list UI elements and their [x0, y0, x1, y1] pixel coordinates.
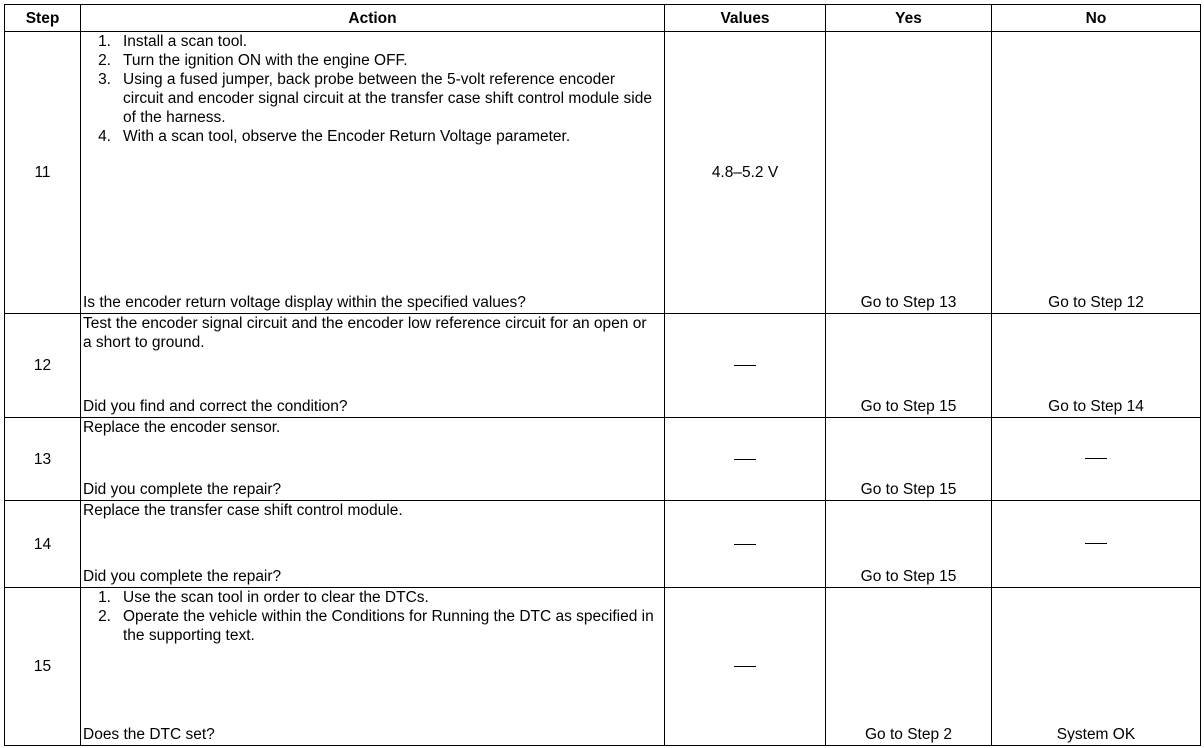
step-number: 14: [5, 501, 81, 588]
no-cell: Go to Step 14: [992, 314, 1201, 418]
action-cell: [81, 32, 665, 314]
table-row-step-14: [5, 501, 1201, 588]
yes-cell: Go to Step 15: [826, 501, 992, 588]
action-cell: [81, 501, 665, 588]
action-cell: [81, 418, 665, 501]
action-question: Did you complete the repair?: [83, 568, 282, 585]
header-step: Step: [5, 5, 81, 32]
action-question: Did you complete the repair?: [83, 481, 282, 498]
action-instruction: Test the encoder signal circuit and the encoder low reference circuit for an open or a short to ground.: [83, 315, 647, 351]
action-step: [83, 588, 656, 607]
step-index: 2.: [98, 608, 111, 625]
yes-cell: Go to Step 15: [826, 314, 992, 418]
step-text: Install a scan tool.: [123, 33, 248, 50]
step-text: Use the scan tool in order to clear the DTCs.: [123, 589, 429, 606]
values-cell: [665, 501, 826, 588]
values-cell: [665, 314, 826, 418]
step-number: 12: [5, 314, 81, 418]
dash-mark: [734, 544, 756, 545]
yes-cell: Go to Step 15: [826, 418, 992, 501]
table-row-step-11: [5, 32, 1201, 314]
action-steps-list: [83, 588, 656, 645]
step-text: Operate the vehicle within the Conditions for Running the DTC as specified in the supporting text.: [123, 608, 654, 644]
no-cell: Go to Step 12: [992, 32, 1201, 314]
no-cell: [992, 501, 1201, 588]
action-step: [83, 51, 656, 70]
step-text: With a scan tool, observe the Encoder Return Voltage parameter.: [123, 128, 571, 145]
values-cell: [665, 418, 826, 501]
header-no: No: [992, 5, 1201, 32]
yes-cell: Go to Step 2: [826, 588, 992, 746]
header-action: Action: [81, 5, 665, 32]
step-text: Turn the ignition ON with the engine OFF.: [123, 52, 408, 69]
action-instruction: Replace the transfer case shift control module.: [83, 502, 403, 519]
dash-mark: [734, 666, 756, 667]
step-number: 13: [5, 418, 81, 501]
values-cell: 4.8–5.2 V: [665, 32, 826, 314]
no-cell: [992, 418, 1201, 501]
action-question: Does the DTC set?: [83, 726, 215, 743]
step-index: 4.: [98, 128, 111, 145]
action-question: Did you find and correct the condition?: [83, 398, 348, 415]
table-row-step-13: [5, 418, 1201, 501]
action-instruction: Replace the encoder sensor.: [83, 419, 281, 436]
action-step: [83, 70, 656, 127]
diagnostic-table: [4, 4, 1201, 746]
header-row: [5, 5, 1201, 32]
yes-cell: Go to Step 13: [826, 32, 992, 314]
action-cell: [81, 588, 665, 746]
dash-mark: [1085, 458, 1107, 459]
dash-mark: [734, 459, 756, 460]
step-index: 1.: [98, 33, 111, 50]
values-cell: [665, 588, 826, 746]
step-number: 11: [5, 32, 81, 314]
action-step: [83, 607, 656, 645]
table-row-step-15: [5, 588, 1201, 746]
action-step: [83, 32, 656, 51]
step-index: 2.: [98, 52, 111, 69]
action-cell: [81, 314, 665, 418]
table-row-step-12: [5, 314, 1201, 418]
header-values: Values: [665, 5, 826, 32]
step-index: 3.: [98, 71, 111, 88]
no-cell: System OK: [992, 588, 1201, 746]
step-text: Using a fused jumper, back probe between the 5-volt reference encoder circuit and encoder signal circuit at the transfer case shift control module side of the harness.: [123, 71, 652, 126]
step-number: 15: [5, 588, 81, 746]
action-question: Is the encoder return voltage display within the specified values?: [83, 294, 526, 311]
dash-mark: [1085, 543, 1107, 544]
header-yes: Yes: [826, 5, 992, 32]
step-index: 1.: [98, 589, 111, 606]
action-steps-list: [83, 32, 656, 146]
dash-mark: [734, 365, 756, 366]
action-step: [83, 127, 656, 146]
